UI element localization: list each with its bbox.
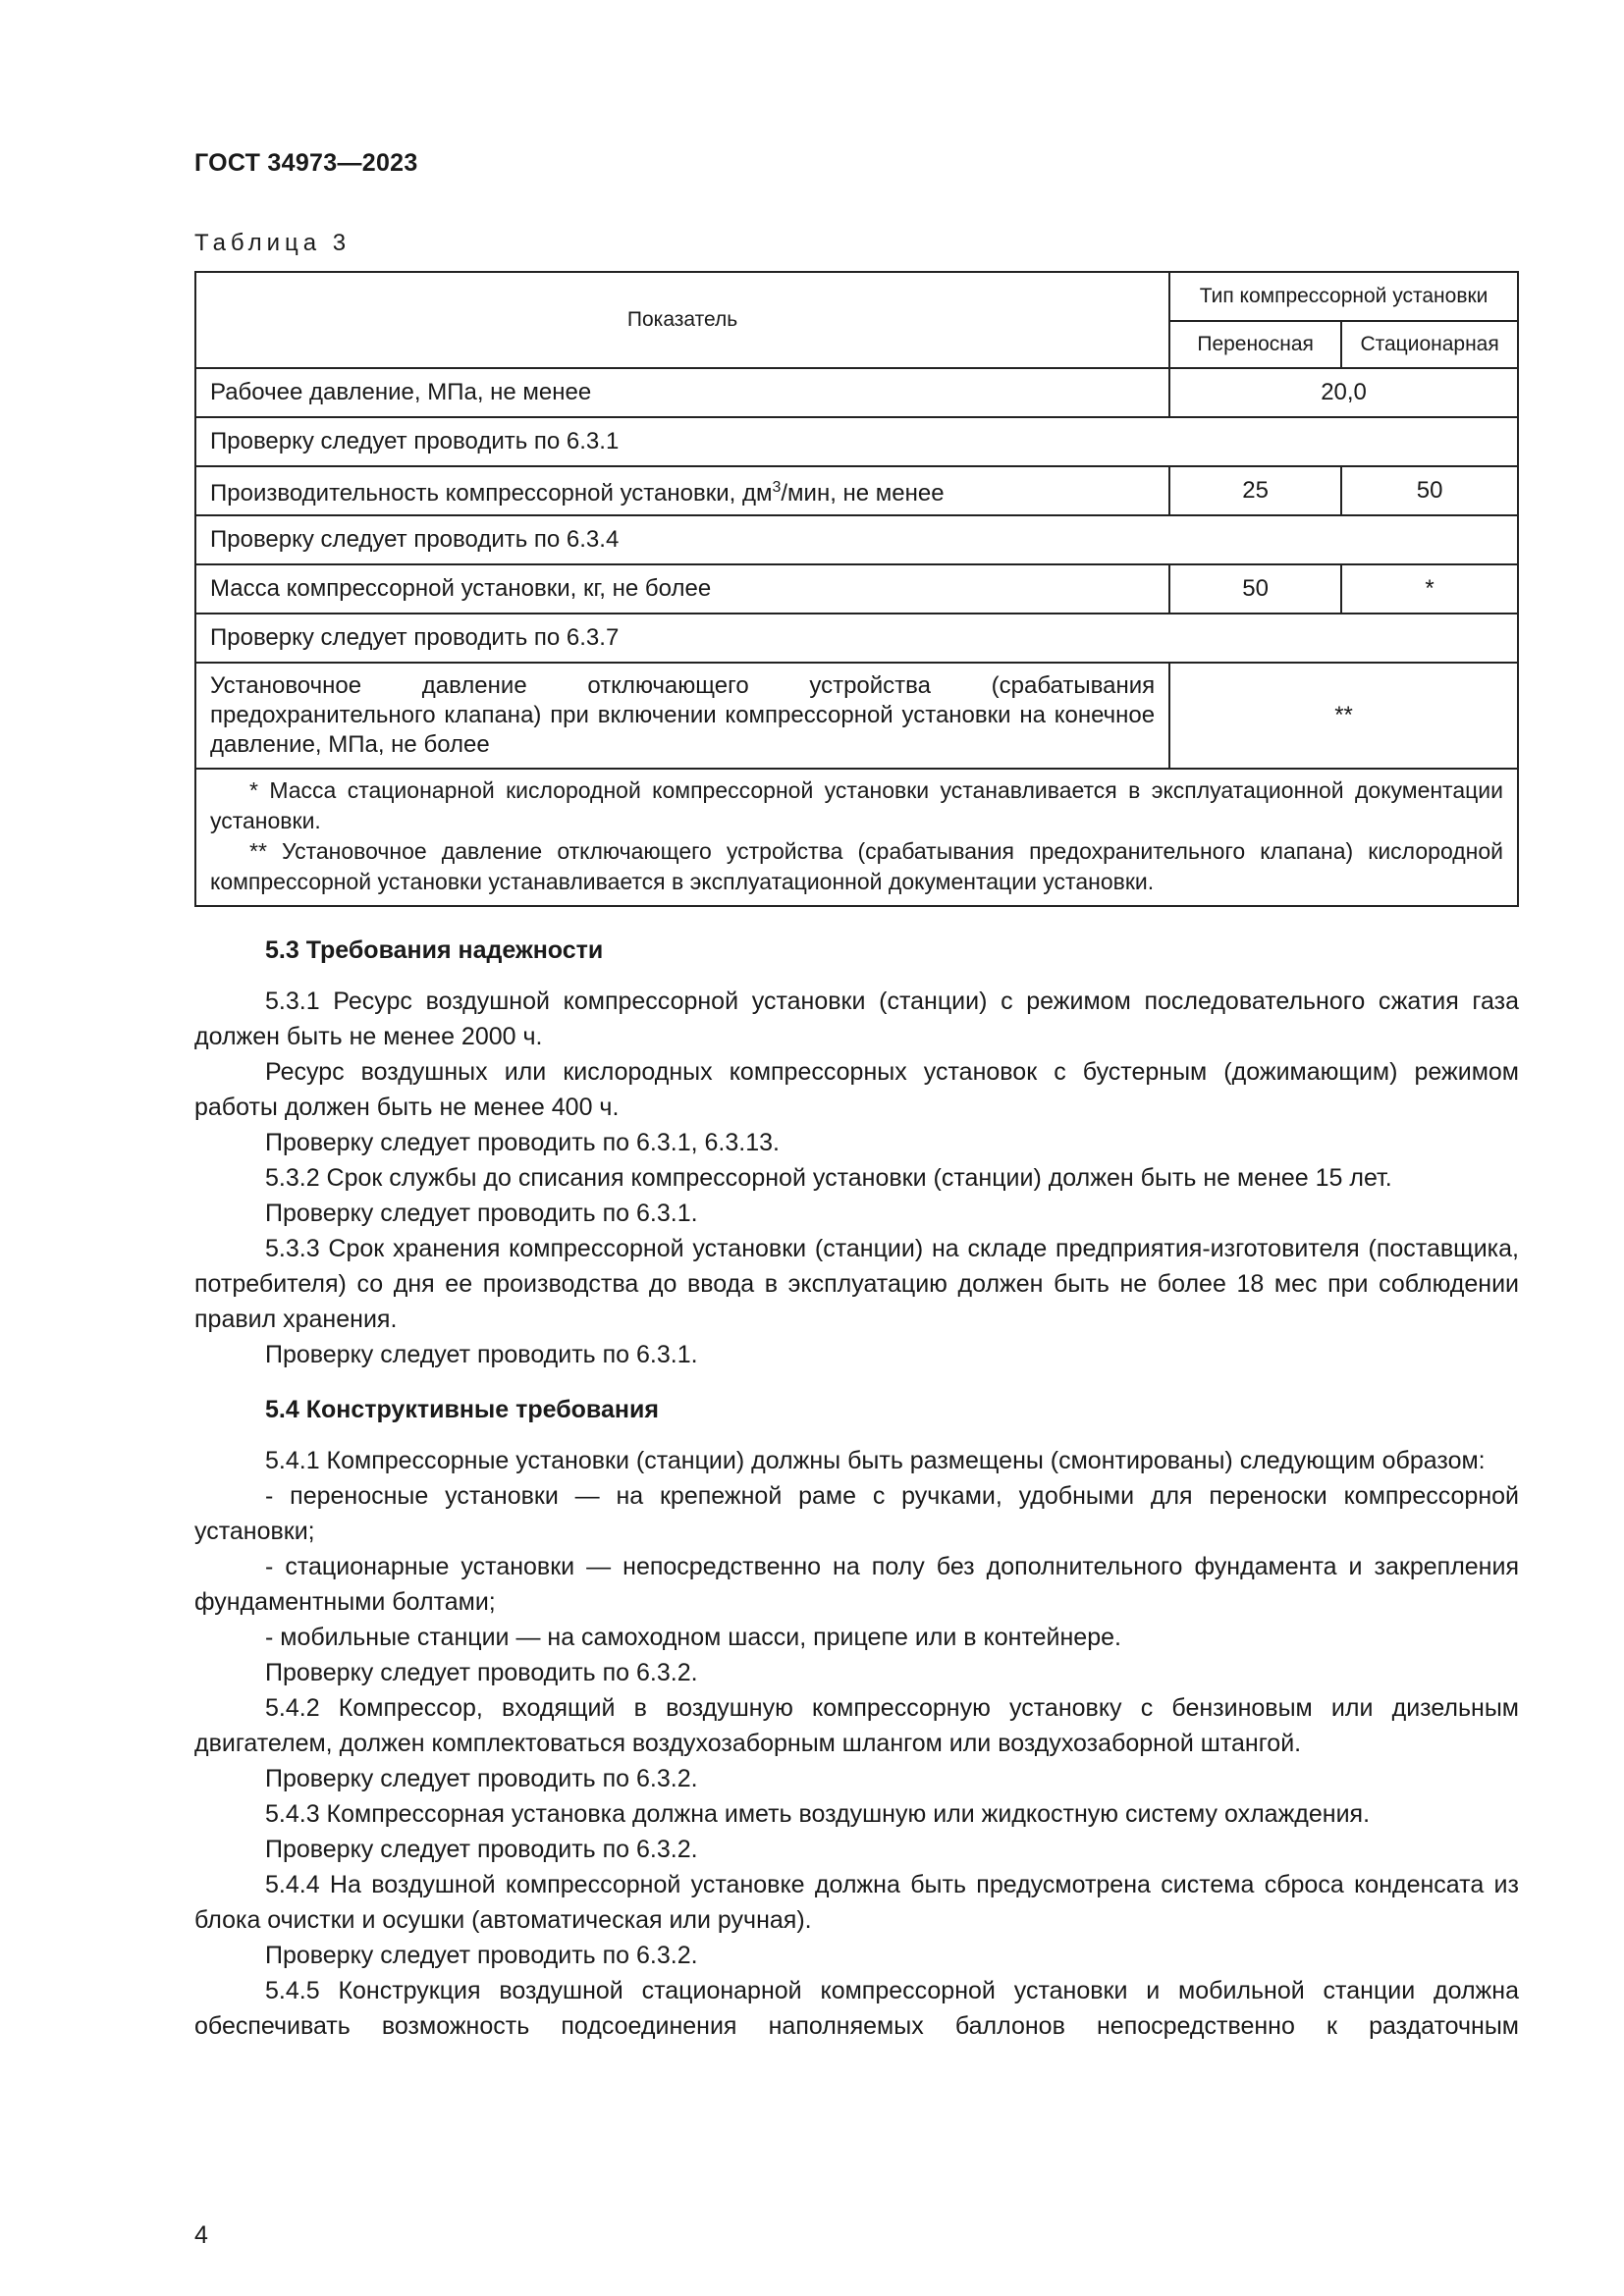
row-label-capacity [195, 466, 1169, 515]
row-value-capacity-stationary: 50 [1341, 466, 1518, 515]
row-label-mass: Масса компрессорной установки, кг, не более [195, 564, 1169, 614]
row-label-pressure: Рабочее давление, МПа, не менее [195, 368, 1169, 417]
document-code: ГОСТ 34973—2023 [194, 149, 418, 177]
row-check-637: Проверку следует проводить по 6.3.7 [195, 614, 1518, 663]
table-notes-row [195, 769, 1518, 906]
paragraph: 5.4.3 Компрессорная установка должна иметь воздушную или жидкостную систему охлаждения. [265, 1800, 1371, 1828]
row-value-mass-portable: 50 [1169, 564, 1341, 614]
paragraph: Проверку следует проводить по 6.3.1. [265, 1200, 698, 1227]
table-row [195, 368, 1518, 417]
paragraph: 5.3.2 Срок службы до списания компрессорной установки (станции) должен быть не менее 15 лет. [265, 1164, 1392, 1192]
header-portable: Переносная [1169, 321, 1341, 368]
paragraph: 5.4.5 Конструкция воздушной стационарной компрессорной установки и мобильной станции должна обеспечивать возможность подсоединения наполняемых баллонов непосредственно к раздаточным [194, 1977, 1519, 2040]
table-note-2: ** Установочное давление отключающего устройства (срабатывания предохранительного клапана) кислородной компрессорной установки устанавливается в эксплуатационной документации установки. [210, 838, 1503, 894]
header-type-group: Тип компрессорной установки [1169, 272, 1518, 321]
row-value-pressure: 20,0 [1169, 368, 1518, 417]
paragraph: - переносные установки — на крепежной раме с ручками, удобными для переноски компрессорной установки; [194, 1482, 1519, 1545]
row-check-634: Проверку следует проводить по 6.3.4 [195, 515, 1518, 564]
row-value-capacity-portable: 25 [1169, 466, 1341, 515]
paragraph: 5.4.2 Компрессор, входящий в воздушную компрессорную установку с бензиновым или дизельным двигателем, должен комплектоваться воздухозаборным шлангом или воздухозаборной штангой. [194, 1694, 1519, 1757]
paragraph: Проверку следует проводить по 6.3.2. [265, 1659, 698, 1686]
table-row [195, 564, 1518, 614]
header-stationary: Стационарная [1341, 321, 1518, 368]
row-label-setpoint: Установочное давление отключающего устройства (срабатывания предохранительного клапана) при включении компрессорной установки на конечное давление, МПа, не более [195, 663, 1169, 769]
header-indicator: Показатель [195, 272, 1169, 368]
paragraph: - мобильные станции — на самоходном шасси, прицепе или в контейнере. [265, 1624, 1121, 1651]
table-row [195, 417, 1518, 466]
paragraph: - стационарные установки — непосредственно на полу без дополнительного фундамента и закрепления фундаментными болтами; [194, 1553, 1519, 1616]
table-notes [195, 769, 1518, 906]
section-5-4-title: 5.4 Конструктивные требования [265, 1396, 659, 1423]
row-value-mass-stationary: * [1341, 564, 1518, 614]
row-check-631: Проверку следует проводить по 6.3.1 [195, 417, 1518, 466]
table-row [195, 614, 1518, 663]
paragraph: Проверку следует проводить по 6.3.2. [265, 1765, 698, 1792]
table-caption: Таблица 3 [194, 230, 352, 256]
document-body [194, 933, 1519, 2044]
paragraph: Проверку следует проводить по 6.3.2. [265, 1836, 698, 1863]
paragraph: 5.3.3 Срок хранения компрессорной установки (станции) на складе предприятия-изготовителя (поставщика, потребителя) со дня ее производства до ввода в эксплуатацию должен быть не более 18 мес при соблюдении правил хранения. [194, 1235, 1519, 1333]
table-row [195, 466, 1518, 515]
paragraph: Ресурс воздушных или кислородных компрессорных установок с бустерным (дожимающим) режимом работы должен быть не менее 400 ч. [194, 1058, 1519, 1121]
table-note-1: * Масса стационарной кислородной компрессорной установки устанавливается в эксплуатационной документации установки. [210, 777, 1503, 833]
paragraph: Проверку следует проводить по 6.3.1, 6.3.13. [265, 1129, 780, 1156]
paragraph: 5.4.1 Компрессорные установки (станции) должны быть размещены (смонтированы) следующим образом: [265, 1447, 1486, 1474]
section-5-3-title: 5.3 Требования надежности [265, 936, 604, 964]
capacity-label-post: /мин, не менее [781, 480, 945, 507]
row-value-setpoint: ** [1169, 663, 1518, 769]
paragraph: 5.3.1 Ресурс воздушной компрессорной установки (станции) с режимом последовательного сжатия газа должен быть не менее 2000 ч. [194, 988, 1519, 1050]
table-row [195, 515, 1518, 564]
table-row [195, 663, 1518, 769]
paragraph: Проверку следует проводить по 6.3.1. [265, 1341, 698, 1368]
page-number: 4 [194, 2221, 208, 2249]
capacity-label-pre: Производительность компрессорной установки, дм [210, 480, 773, 507]
paragraph: 5.4.4 На воздушной компрессорной установке должна быть предусмотрена система сброса конденсата из блока очистки и осушки (автоматическая или ручная). [194, 1871, 1519, 1934]
capacity-label-sup: 3 [772, 479, 782, 496]
requirements-table [194, 271, 1519, 907]
paragraph: Проверку следует проводить по 6.3.2. [265, 1942, 698, 1969]
